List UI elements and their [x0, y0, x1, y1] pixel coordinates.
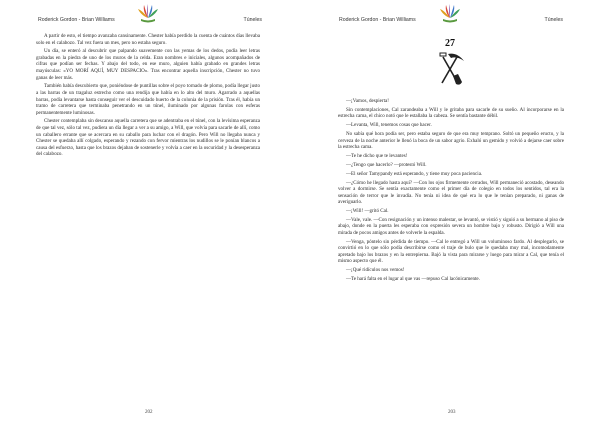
paragraph: También había descubierto que, poniéndose de puntillas sobre el poyo tornado de plomo, podía llegar justo a las barras de un tragaluz estrecho como una rendija que había en lo alto del muro. Agarrado a aquellas barras, podía levantarse hasta conseguir ver el descuidado huerto de la colonia de la prisión. Tras él, había un tramo de carretera que terminaba penetrando en un túnel, iluminado por algunas farolas con esferas permanentemente luminosas. [36, 83, 260, 116]
paragraph: —Vale, vale. —Con resignación y un intenso malestar, se levantó, se vistió y siguió a su hermano al piso de abajo, donde en la puerta les esperaba con expresión severa un hombre bajo y robusto. Dirigió a Will una mirada de pocos amigos antes de volverle la espalda. [338, 216, 564, 236]
publisher-logo-icon [136, 4, 160, 24]
chapter-number: 27 [445, 38, 455, 49]
paragraph: —Venga, póntelo sin pérdida de tiempo. —Cal le entregó a Will un voluminoso fardo. Al desplegarlo, se convirtió en lo que sólo podía describirse como el traje de bulo que le quedaba muy mal, incomodamente apretado bajo los brazos y en la entrepierna. Bajó la vista para mirarse y luego para mirar a Cal, que tenía el mismo aspecto que él. [338, 238, 564, 265]
right-page [300, 0, 600, 424]
paragraph: —Levanta, Will, tenemos cosas que hacer. [346, 122, 432, 129]
header-title: Túneles [544, 17, 563, 23]
paragraph: Chester contemplaba sin descanso aquella carretera que se adentraba en el túnel, con la levísima esperanza de que tal vez, sólo tal vez, pudiera un día llegar a ver a su amigo, a Will, que volvía para sacarle de allí, como un caballero errante que se acercara en su caballo para luchar con el dragón. Pero Will no llegaba nunca y Chester se quedaba allí colgado, esperando y rezando con fervor mientras los nudillos se le ponían blancos a causa del esfuerzo, hasta que los brazos dejaban de sostenerle y volvía a caer en la oscuridad y la desesperanza del calabozo. [36, 118, 260, 158]
header-title: Túneles [243, 17, 262, 23]
paragraph: —Te he dicho que te levantes! [346, 153, 408, 160]
paragraph: Sin contemplaciones, Cal zarandeaba a Will y le gritaba para sacarle de su sueño. Al incorporarse en la estrecha cama, el chico notó que le estallaba la cabeza. Se sentía bastante débil. [338, 106, 564, 120]
paragraph: No sabía qué hora podía ser, pero estaba seguro de que era muy temprano. Soltó un pequeño eructo, y la cerveza de la noche anterior le llenó la boca de un sabor agrio. Exhaló un gemido y volvió a dejarse caer sobre la estrecha cama. [338, 131, 564, 151]
paragraph: —El señor Tamypandy está esperando, y tiene muy poca paciencia. [346, 170, 483, 177]
crossed-pickaxe-shovel-icon [435, 51, 465, 87]
left-page-text [36, 33, 260, 160]
page-number: 202 [145, 410, 153, 415]
paragraph: —¡Will! —gritó Cal. [346, 208, 389, 215]
right-page-text [338, 98, 564, 285]
header-author: Roderick Gordon - Brian Williams [38, 17, 115, 23]
paragraph: —¿Tengo que hacerlo? —protestó Will. [346, 161, 427, 168]
paragraph: —Te hará falta en el lugar al que vas —repuso Cal lacónicamente. [346, 276, 480, 283]
paragraph: A partir de esto, el tiempo avanzaba cansinamente. Chester había perdido la cuenta de cuántos días llevaba solo en el calabozo. Tal vez fuera un mes, pero no estaba seguro. [36, 33, 260, 46]
header-author: Roderick Gordon - Brian Williams [339, 17, 416, 23]
page-number: 203 [448, 410, 456, 415]
publisher-logo-icon [438, 4, 462, 24]
paragraph: —¿Cómo he llegado hasta aquí? —Con los ojos firmemente cerrados, Will permaneció acostado, deseando volver a dormirse. Se sentía exactamente como el primer día de colegio en todos los sentidos, tal era la sensación de terror que le invadía. No tenía ni idea de qué era lo que le tenían preparado, ni ganas de averiguarlo. [338, 179, 564, 206]
paragraph: —¡Vamos, despierta! [346, 98, 389, 104]
paragraph: Un día, se enteró al descubrir que palpando suavemente con las yemas de los dedos, podía leer letras grabadas en la piedra de uno de los muros de la celda. Eran nombres e iniciales, algunos acompañados de cifras que podían ser fechas. Y abajo del todo, en ese muro, alguien había grabado en grandes letras mayúsculas: «YO MORÍ AQUÍ, MUY DESPACIO». Tras encontrar aquella inscripción, Chester no tuvo ganas de leer más. [36, 48, 260, 81]
paragraph: —¡Qué ridículos nos vemos! [346, 267, 405, 274]
